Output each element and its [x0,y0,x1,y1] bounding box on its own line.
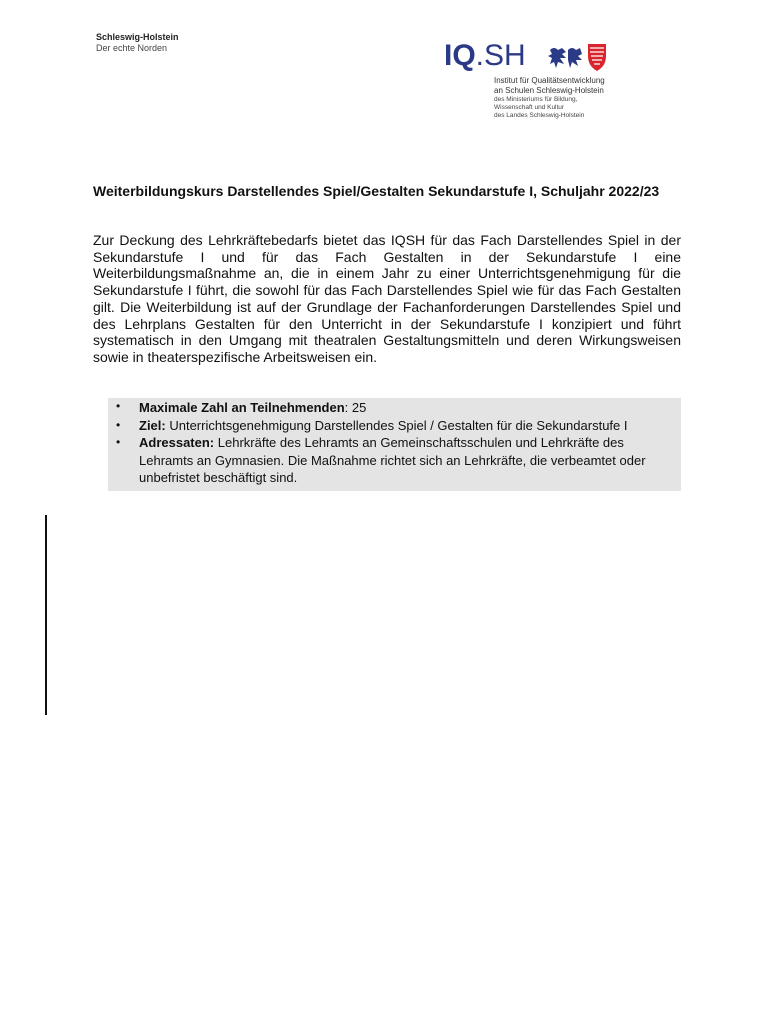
state-brand [96,32,179,54]
iqsh-wordmark-iq: IQ [444,39,476,72]
institute-line: an Schulen Schleswig-Holstein [494,86,604,95]
key-facts-box [108,398,681,491]
state-name: Schleswig-Holstein [96,32,179,42]
bullet-icon: • [116,399,121,413]
iqsh-wordmark [444,40,526,72]
bullet-icon: • [116,435,121,449]
intro-paragraph: Zur Deckung des Lehrkräftebedarfs bietet das IQSH für das Fach Darstellendes Spiel in der Sekundarstufe I und für das Fach Gestalten in der Sekundarstufe I eine Weiterbildungsmaßnahme an, die in einem Jahr zu einer Unterrichtsgenehmigung für die Sekundarstufe I führt, die sowohl für das Fach Darstellendes Spiel wie für das Fach Gestalten gilt. Die Weiterbildung ist auf der Grundlage der Fachanforderungen Darstellendes Spiel und des Lehrplans Gestalten für den Unterricht in der Sekundarstufe I konzipiert und führt systematisch in den Umgang mit theatralen Gestaltungsmitteln und deren Wirkungsweisen sowie in theaterspezifische Arbeitsweisen ein. [93,232,681,365]
ministry-line: des Ministeriums für Bildung, [494,96,578,103]
ministry-line: Wissenschaft und Kultur [494,104,565,111]
list-item-label: Ziel: [139,417,166,433]
iqsh-logo [444,40,664,140]
state-claim: Der echte Norden [96,43,168,53]
list-item-separator: : [344,400,349,415]
change-bar [45,515,47,715]
list-item-text: Unterrichtsgenehmigung Darstellendes Spiel / Gestalten für die Sekundarstufe I [165,417,628,433]
list-item-text: 25 [348,400,367,415]
coat-of-arms-icon [548,42,608,72]
ministry-line: des Landes Schleswig-Holstein [494,112,585,119]
institute-line: Institut für Qualitätsentwicklung [494,76,605,85]
list-item [108,417,681,435]
iqsh-institute-text [494,76,664,120]
key-facts-list [108,398,681,487]
list-item-label: Maximale Zahl an Teilnehmenden [139,400,345,415]
document-title: Weiterbildungskurs Darstellendes Spiel/Gestalten Sekundarstufe I, Schuljahr 2022/23 [93,183,660,199]
iqsh-wordmark-sh: .SH [475,39,526,72]
list-item [108,434,681,487]
list-item-text: Lehrkräfte des Lehramts an Gemeinschaftsschulen und Lehrkräfte des Lehramts an Gymnasien. Die Maßnahme richtet sich an Lehrkräfte, die verbeamtet oder unbefristet beschäftigt sind. [139,435,646,485]
list-item [108,398,681,417]
list-item-label: Adressaten: [139,435,215,450]
bullet-icon: • [116,417,121,432]
